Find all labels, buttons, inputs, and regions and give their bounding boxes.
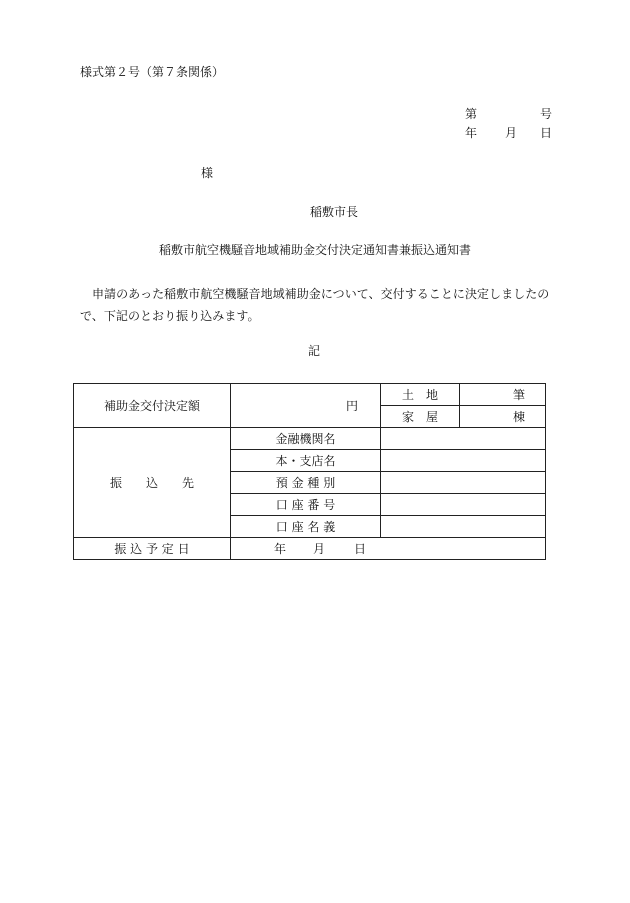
land-unit: 筆 xyxy=(512,388,525,402)
scheduled-date-value-cell xyxy=(231,538,546,560)
scheduled-year: 年 xyxy=(274,542,287,556)
ki-heading: 記 xyxy=(308,344,321,358)
land-value-cell xyxy=(460,384,546,406)
land-label-cell xyxy=(381,384,460,406)
issue-date-day: 日 xyxy=(540,126,553,140)
house-label: 家 屋 xyxy=(401,410,438,424)
house-unit: 棟 xyxy=(512,410,525,424)
amount-value-cell xyxy=(231,384,381,428)
issue-date-month: 月 xyxy=(505,126,518,140)
account-number-value-cell xyxy=(381,494,546,516)
account-name-label-cell xyxy=(231,516,381,538)
amount-label: 補助金交付決定額 xyxy=(103,399,200,413)
branch-value-cell xyxy=(381,450,546,472)
amount-label-cell xyxy=(74,384,231,428)
transfer-label: 振 込 先 xyxy=(109,476,194,490)
deposit-type-label: 預 金 種 別 xyxy=(275,476,336,490)
issuer-name: 稲敷市長 xyxy=(310,205,359,219)
document-number-suffix: 号 xyxy=(540,107,553,121)
deposit-type-label-cell xyxy=(231,472,381,494)
bank-value-cell xyxy=(381,428,546,450)
bank-label-cell xyxy=(231,428,381,450)
scheduled-month: 月 xyxy=(313,542,326,556)
document-title: 稲敷市航空機騒音地域補助金交付決定通知書兼振込通知書 xyxy=(158,243,471,257)
transfer-label-cell xyxy=(74,428,231,538)
amount-unit: 円 xyxy=(345,399,358,413)
bank-label: 金融機関名 xyxy=(275,432,336,446)
account-number-label: 口 座 番 号 xyxy=(275,498,336,512)
scheduled-date-label-cell xyxy=(74,538,231,560)
house-value-cell xyxy=(460,406,546,428)
branch-label-cell xyxy=(231,450,381,472)
body-text: 申請のあった稲敷市航空機騒音地域補助金について、交付することに決定しましたので、下記のとおり振り込みます。 xyxy=(80,287,550,323)
land-label: 土 地 xyxy=(401,388,438,402)
scheduled-day: 日 xyxy=(354,542,367,556)
recipient-honorific: 様 xyxy=(201,166,214,180)
scheduled-date-label: 振 込 予 定 日 xyxy=(114,542,190,556)
document-number-label: 第 xyxy=(465,107,478,121)
issue-date-year: 年 xyxy=(465,126,478,140)
account-name-value-cell xyxy=(381,516,546,538)
subsidy-table xyxy=(73,383,546,560)
deposit-type-value-cell xyxy=(381,472,546,494)
branch-label: 本・支店名 xyxy=(275,454,336,468)
account-number-label-cell xyxy=(231,494,381,516)
form-number: 様式第２号（第７条関係） xyxy=(80,65,225,79)
house-label-cell xyxy=(381,406,460,428)
account-name-label: 口 座 名 義 xyxy=(275,520,336,534)
